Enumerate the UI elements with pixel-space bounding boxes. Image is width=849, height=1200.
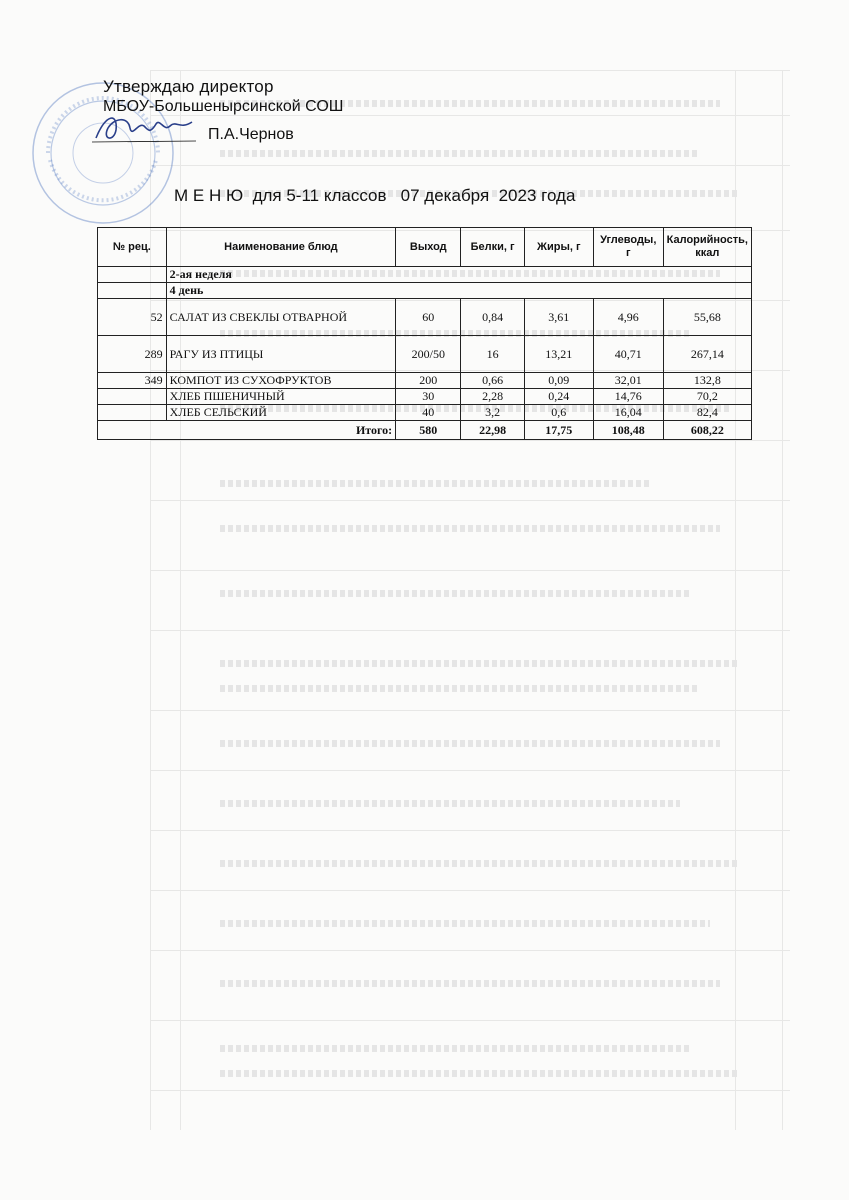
approval-heading: Утверждаю директор (103, 77, 274, 96)
recipe-cell: 52 (98, 299, 167, 336)
fat-cell: 0,24 (524, 389, 593, 405)
output-cell: 60 (396, 299, 461, 336)
total-output: 580 (396, 421, 461, 440)
total-calories: 608,22 (663, 421, 751, 440)
carbs-cell: 16,04 (593, 405, 663, 421)
header-calories: Калорийность, ккал (663, 228, 751, 267)
total-label: Итого: (98, 421, 396, 440)
output-cell: 200 (396, 373, 461, 389)
table-header-row (98, 228, 752, 267)
recipe-cell: 289 (98, 336, 167, 373)
recipe-cell (98, 389, 167, 405)
header-recipe: № рец. (98, 228, 167, 267)
table-row (98, 405, 752, 421)
calories-cell: 132,8 (663, 373, 751, 389)
menu-title: М Е Н Ю для 5-11 классов 07 декабря 2023 года (174, 186, 576, 205)
school-name: МБОУ-Большенырсинской СОШ (103, 98, 344, 115)
day-row (98, 283, 752, 299)
fat-cell: 13,21 (524, 336, 593, 373)
recipe-cell (98, 405, 167, 421)
output-cell: 30 (396, 389, 461, 405)
output-cell: 200/50 (396, 336, 461, 373)
dish-name-cell: КОМПОТ ИЗ СУХОФРУКТОВ (166, 373, 395, 389)
calories-cell: 55,68 (663, 299, 751, 336)
calories-cell: 267,14 (663, 336, 751, 373)
protein-cell: 0,84 (461, 299, 524, 336)
protein-cell: 0,66 (461, 373, 524, 389)
fat-cell: 3,61 (524, 299, 593, 336)
total-fat: 17,75 (524, 421, 593, 440)
table-row (98, 389, 752, 405)
dish-name-cell: САЛАТ ИЗ СВЕКЛЫ ОТВАРНОЙ (166, 299, 395, 336)
fat-cell: 0,09 (524, 373, 593, 389)
protein-cell: 2,28 (461, 389, 524, 405)
table-row (98, 373, 752, 389)
protein-cell: 3,2 (461, 405, 524, 421)
table-row (98, 336, 752, 373)
carbs-cell: 40,71 (593, 336, 663, 373)
total-carbs: 108,48 (593, 421, 663, 440)
week-label: 2-ая неделя (166, 267, 751, 283)
total-row (98, 421, 752, 440)
day-label: 4 день (166, 283, 751, 299)
table-row (98, 299, 752, 336)
dish-name-cell: ХЛЕБ СЕЛЬСКИЙ (166, 405, 395, 421)
director-name: П.А.Чернов (208, 126, 294, 143)
carbs-cell: 32,01 (593, 373, 663, 389)
output-cell: 40 (396, 405, 461, 421)
carbs-cell: 4,96 (593, 299, 663, 336)
total-protein: 22,98 (461, 421, 524, 440)
recipe-cell: 349 (98, 373, 167, 389)
dish-name-cell: ХЛЕБ ПШЕНИЧНЫЙ (166, 389, 395, 405)
week-row (98, 267, 752, 283)
protein-cell: 16 (461, 336, 524, 373)
header-protein: Белки, г (461, 228, 524, 267)
calories-cell: 82,4 (663, 405, 751, 421)
header-fat: Жиры, г (524, 228, 593, 267)
header-carbs: Углеводы, г (593, 228, 663, 267)
calories-cell: 70,2 (663, 389, 751, 405)
carbs-cell: 14,76 (593, 389, 663, 405)
menu-table (97, 227, 752, 440)
dish-name-cell: РАГУ ИЗ ПТИЦЫ (166, 336, 395, 373)
header-output: Выход (396, 228, 461, 267)
fat-cell: 0,6 (524, 405, 593, 421)
header-dish-name: Наименование блюд (166, 228, 395, 267)
